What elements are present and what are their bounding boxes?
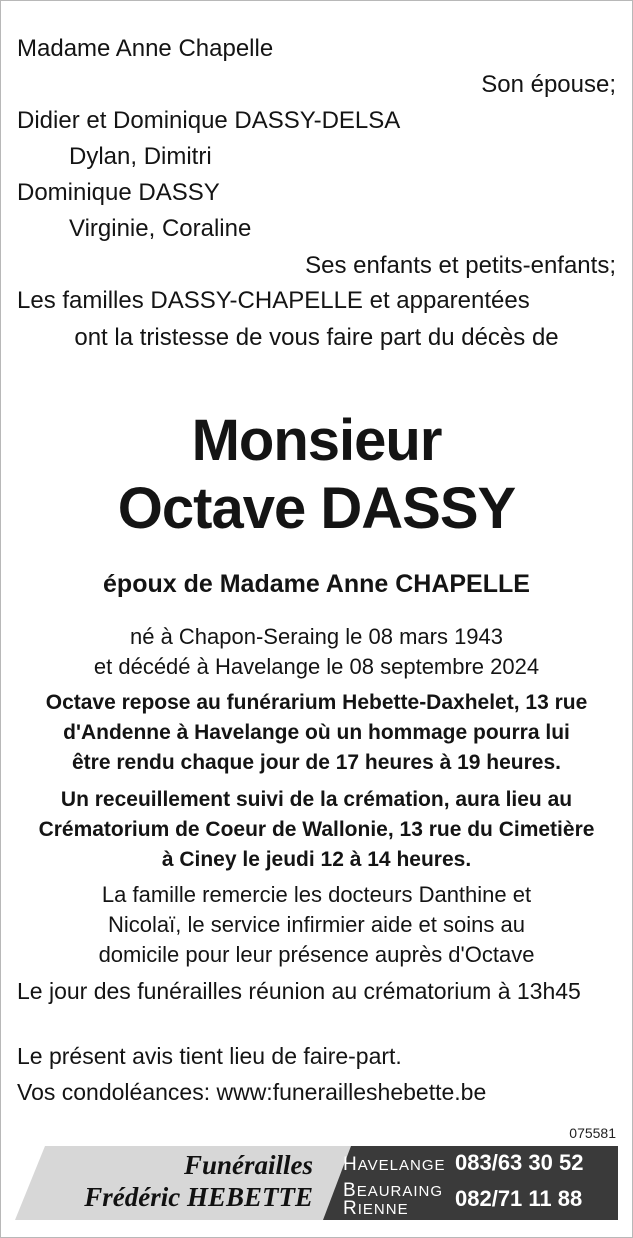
family-line-children-role: Ses enfants et petits-enfants; [305,252,616,279]
announcement-line: ont la tristesse de vous faire part du décès de [74,324,559,351]
location-rienne: RIENNE [343,1198,409,1219]
location-havelange: HAVELANGE [343,1154,446,1175]
deceased-title: Monsieur [191,408,442,473]
birth-line: né à Chapon-Seraing le 08 mars 1943 [129,624,504,649]
brand-line-2: Frédéric HEBETTE [84,1182,313,1212]
ceremony-line-2: Crématorium de Coeur de Wallonie, 13 rue du Cimetière [38,818,595,841]
family-line-spouse-role: Son épouse; [481,71,616,98]
condolences-line: Vos condoléances: www:funerailleshebette.be [17,1079,487,1105]
rest-line-1: Octave repose au funérarium Hebette-Daxhelet, 13 rue [45,691,588,714]
deceased-name: Octave DASSY [117,476,516,541]
thanks-line-1: La famille remercie les docteurs Danthine et [101,882,532,907]
reference-number: 075581 [569,1125,616,1141]
phone-havelange: 083/63 30 52 [455,1150,584,1175]
spouse-line: époux de Madame Anne CHAPELLE [103,570,530,598]
thanks-line-3: domicile pour leur présence auprès d'Octave [98,942,535,967]
thanks-line-2: Nicolaï, le service infirmier aide et soins au [108,912,525,937]
brand-line-1: Funérailles [183,1150,313,1180]
family-line-grandchildren2: Virginie, Coraline [69,215,252,242]
family-line-child2: Dominique DASSY [17,179,220,206]
family-line-grandchildren1: Dylan, Dimitri [69,143,212,170]
notice-line: Le présent avis tient lieu de faire-part. [17,1043,402,1069]
family-line-child1: Didier et Dominique DASSY-DELSA [17,107,401,134]
reunion-paragraph: Le jour des funérailles réunion au crématorium à 13h45 [17,978,581,1004]
death-line: et décédé à Havelange le 08 septembre 2024 [93,654,540,679]
location-beauraing: BEAURAING [343,1180,444,1201]
phone-beauraing-rienne: 082/71 11 88 [455,1186,583,1211]
family-line-relatives: Les familles DASSY-CHAPELLE et apparentées [17,287,530,314]
funeral-home-banner [15,1146,618,1220]
rest-line-2: d'Andenne à Havelange où un hommage pourra lui [63,721,570,744]
rest-line-3: être rendu chaque jour de 17 heures à 19 heures. [71,751,562,774]
family-line-spouse-name: Madame Anne Chapelle [17,35,274,62]
ceremony-line-3: à Ciney le jeudi 12 à 14 heures. [161,848,472,871]
ceremony-line-1: Un receuillement suivi de la crémation, aura lieu au [60,788,573,811]
